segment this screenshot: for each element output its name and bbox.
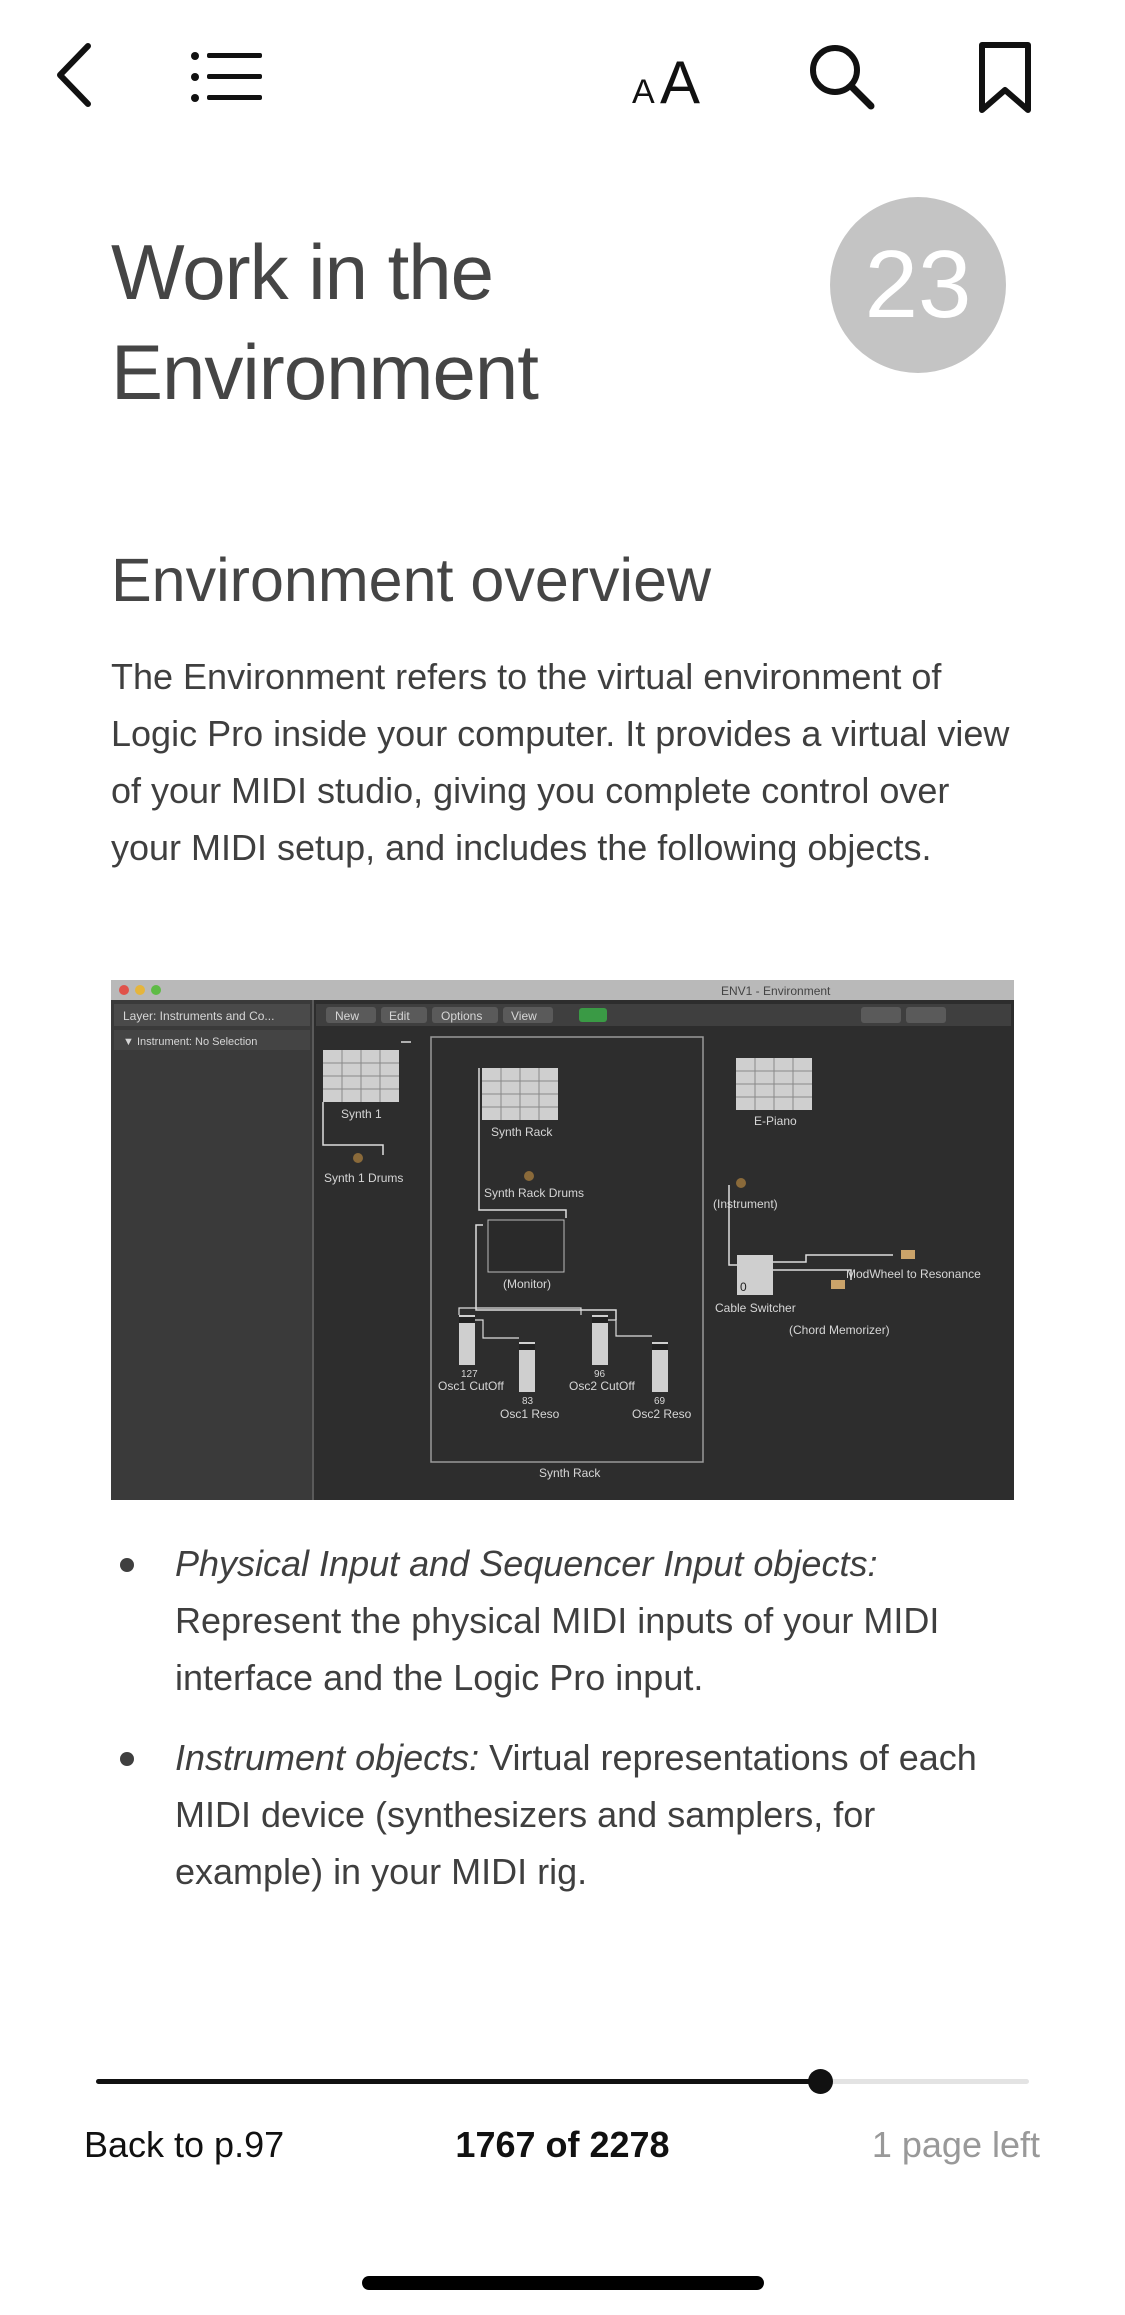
figure-instrument-object	[713, 1178, 778, 1211]
text-size-icon[interactable]	[630, 45, 710, 110]
figure-osc1-reso-fader	[500, 1342, 560, 1421]
svg-text:0: 0	[740, 1280, 747, 1294]
figure-e-piano-object	[736, 1058, 812, 1128]
window-close-dot	[119, 985, 129, 995]
svg-text:E-Piano: E-Piano	[754, 1114, 797, 1128]
svg-text:Osc2 Reso: Osc2 Reso	[632, 1407, 692, 1421]
svg-text:A: A	[660, 49, 701, 110]
svg-text:Synth Rack Drums: Synth Rack Drums	[484, 1186, 585, 1200]
svg-text:(Instrument): (Instrument)	[713, 1197, 778, 1211]
chapter-number-badge: 23	[830, 197, 1006, 373]
window-minimize-dot	[135, 985, 145, 995]
environment-screenshot-figure	[111, 980, 1014, 1500]
svg-text:ModWheel to Resonance: ModWheel to Resonance	[846, 1267, 981, 1281]
figure-menu-view	[503, 1007, 553, 1023]
svg-text:A: A	[632, 73, 655, 110]
svg-text:Osc1 CutOff: Osc1 CutOff	[438, 1379, 504, 1393]
svg-text:127: 127	[461, 1369, 478, 1380]
svg-text:(Chord Memorizer): (Chord Memorizer)	[789, 1323, 890, 1337]
figure-monitor-object	[488, 1220, 564, 1291]
svg-text:69: 69	[654, 1396, 666, 1407]
svg-text:Osc1 Reso: Osc1 Reso	[500, 1407, 560, 1421]
chapter-title: Work in the Environment	[111, 228, 538, 416]
back-to-page-link[interactable]: Back to p.97	[84, 2124, 285, 2165]
list-item-text: Represent the physical MIDI inputs of your MIDI interface and the Logic Pro input.	[175, 1600, 940, 1698]
figure-menu-new	[326, 1007, 376, 1023]
figure-synth-rack-footer: Synth Rack	[539, 1466, 601, 1480]
figure-window-title: ENV1 - Environment	[721, 984, 831, 998]
svg-text:Osc2 CutOff: Osc2 CutOff	[569, 1379, 635, 1393]
figure-text-tool-icon	[906, 1007, 946, 1023]
figure-synth1-object	[323, 1050, 399, 1121]
bullet-dot-icon	[120, 1752, 134, 1766]
home-indicator[interactable]	[362, 2276, 764, 2290]
table-of-contents-icon[interactable]	[190, 50, 265, 105]
svg-text:New: New	[335, 1009, 360, 1023]
svg-text:Edit: Edit	[389, 1009, 410, 1023]
list-item	[111, 1729, 1011, 1900]
list-item-lead: Instrument objects:	[175, 1737, 480, 1778]
figure-osc1-cutoff-fader	[438, 1315, 504, 1393]
svg-text:Synth 1 Drums: Synth 1 Drums	[324, 1171, 404, 1185]
window-zoom-dot	[151, 985, 161, 995]
figure-menu-options	[432, 1007, 498, 1023]
bullet-list	[111, 1535, 1011, 1923]
svg-text:Synth 1: Synth 1	[341, 1107, 382, 1121]
figure-osc2-cutoff-fader	[569, 1315, 635, 1393]
figure-synth-rack-object	[482, 1068, 558, 1139]
page-counter: 1767 of 2278	[455, 2124, 670, 2165]
progress-knob[interactable]	[808, 2069, 833, 2094]
list-item-text: Virtual representations of each MIDI device (synthesizers and samplers, for example) in your MIDI rig.	[175, 1737, 977, 1892]
figure-layer-label: Layer: Instruments and Co...	[123, 1009, 275, 1023]
figure-osc2-reso-fader	[632, 1342, 692, 1421]
list-item	[111, 1535, 1011, 1706]
search-icon[interactable]	[807, 42, 877, 112]
back-chevron-icon[interactable]	[50, 40, 100, 110]
svg-text:Cable Switcher: Cable Switcher	[715, 1301, 796, 1315]
figure-chord-memorizer-object	[789, 1280, 890, 1337]
figure-menu-edit	[381, 1007, 427, 1023]
figure-cable-switcher-object	[715, 1255, 796, 1315]
figure-instrument-label: ▼ Instrument: No Selection	[123, 1036, 258, 1048]
figure-pointer-tool-icon	[861, 1007, 901, 1023]
figure-midi-toggle-icon	[579, 1008, 607, 1022]
bullet-dot-icon	[120, 1558, 134, 1572]
svg-text:96: 96	[594, 1369, 606, 1380]
top-toolbar	[0, 0, 1125, 160]
list-item-lead: Physical Input and Sequencer Input objects:	[175, 1543, 878, 1584]
bookmark-icon[interactable]	[977, 40, 1033, 115]
figure-synth-rack-drums-object	[484, 1171, 584, 1200]
section-heading: Environment overview	[111, 546, 712, 614]
section-body-text: The Environment refers to the virtual environment of Logic Pro inside your computer. It provides a virtual view of your MIDI studio, giving you complete control over your MIDI setup, and includes the following objects.	[111, 656, 1010, 868]
svg-text:Synth Rack: Synth Rack	[491, 1125, 553, 1139]
pages-left-label: 1 page left	[871, 2124, 1040, 2165]
progress-fill	[96, 2079, 820, 2084]
svg-text:83: 83	[522, 1396, 534, 1407]
svg-text:Options: Options	[441, 1009, 483, 1023]
svg-text:(Monitor): (Monitor)	[503, 1277, 552, 1291]
svg-text:View: View	[511, 1009, 537, 1023]
page-progress-slider[interactable]	[96, 2079, 1029, 2084]
figure-synth1-drums-object	[324, 1153, 403, 1185]
